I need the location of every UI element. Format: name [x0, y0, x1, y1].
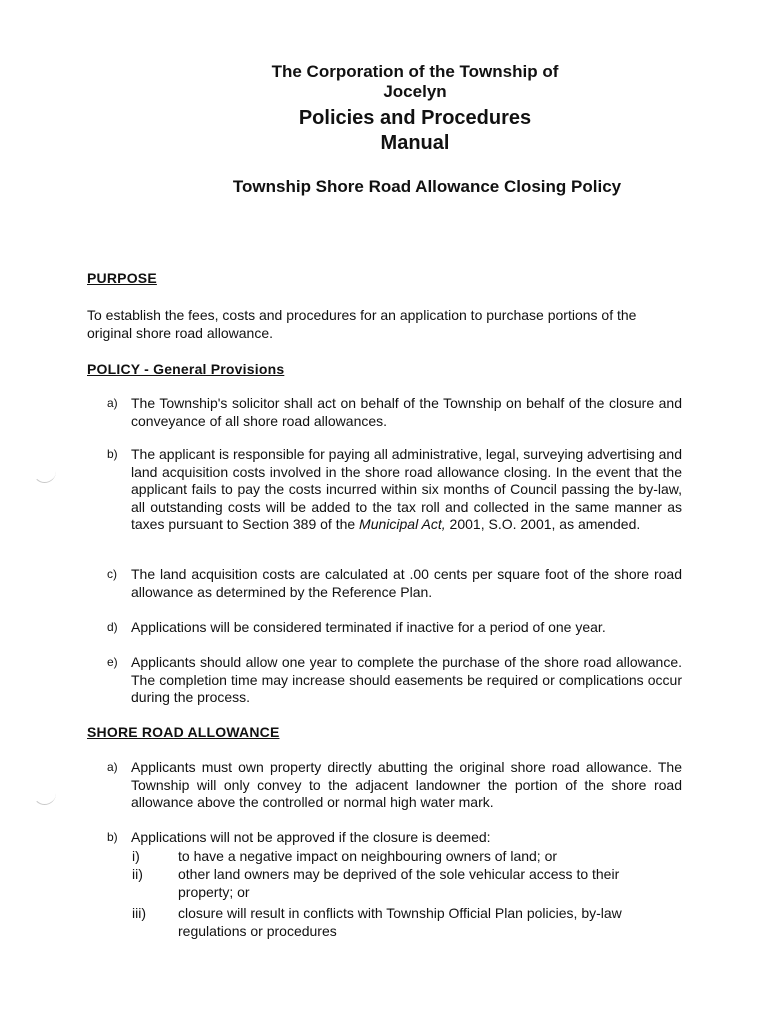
sub-text: closure will result in conflicts with Township Official Plan policies, by-law regulations or procedures: [178, 905, 622, 939]
list-item-text-tail: 2001, S.O. 2001, as amended.: [445, 516, 641, 532]
act-name: Municipal Act,: [359, 516, 446, 532]
manual-title-line2: Manual: [380, 132, 450, 154]
purpose-text: To establish the fees, costs and procedures for an application to purchase portions of the original shore road allowance.: [87, 307, 637, 341]
corporation-title-line1: The Corporation of the Township of: [271, 62, 559, 81]
manual-title: [30, 106, 770, 156]
list-marker: e): [107, 655, 118, 669]
policy-item-e: [107, 654, 682, 707]
sub-marker: iii): [132, 905, 146, 921]
policy-item-b: [107, 446, 682, 534]
list-item-text: The land acquisition costs are calculated at .00 cents per square foot of the shore road allowance as determined by the Reference Plan.: [131, 566, 682, 600]
punch-mark: [33, 792, 56, 805]
list-marker: a): [107, 396, 118, 410]
policy-item-d: [107, 619, 682, 637]
sub-text: other land owners may be deprived of the sole vehicular access to their property; or: [178, 866, 620, 900]
list-item-text: Applicants must own property directly abutting the original shore road allowance. The Township will only convey to the adjacent landowner the portion of the shore road allowance above the controlled or normal high water mark.: [131, 759, 682, 810]
list-marker: c): [107, 567, 117, 581]
list-marker: d): [107, 620, 118, 634]
policy-title: Township Shore Road Allowance Closing Policy: [232, 177, 622, 196]
sub-text: to have a negative impact on neighbouring owners of land; or: [178, 848, 558, 864]
list-marker: b): [107, 830, 118, 844]
list-item-text: Applications will not be approved if the closure is deemed:: [131, 829, 491, 845]
shore-item-b: [107, 829, 682, 847]
shore-heading: SHORE ROAD ALLOWANCE: [87, 724, 280, 740]
policy-item-a: [107, 395, 682, 430]
shore-item-a: [107, 759, 682, 812]
shore-subitem-ii: [132, 866, 652, 901]
shore-subitem-i: [132, 848, 652, 866]
policy-item-c: [107, 566, 682, 601]
sub-marker: i): [132, 848, 140, 864]
corporation-title-line2: Jocelyn: [383, 82, 447, 101]
list-item-text: [131, 446, 682, 534]
list-marker: b): [107, 447, 118, 461]
list-item-text: Applications will be considered terminated if inactive for a period of one year.: [131, 619, 606, 635]
punch-mark: [33, 470, 56, 483]
corporation-title: [30, 62, 770, 102]
list-item-text: Applicants should allow one year to complete the purchase of the shore road allowance. The completion time may increase should easements be required or complications occur during the process.: [131, 654, 682, 705]
sub-marker: ii): [132, 866, 143, 882]
list-marker: a): [107, 760, 118, 774]
shore-subitem-iii: [132, 905, 652, 940]
manual-title-line1: Policies and Procedures: [298, 107, 532, 129]
list-item-text-main: The applicant is responsible for paying all administrative, legal, surveying advertising and land acquisition costs involved in the shore road allowance closing. In the event that the applicant fails to pay the costs incurred within six months of Council passing the by-law, all outstanding costs will be added to the tax roll and collected in the same manner as taxes pursuant to Section 389 of the: [131, 446, 682, 532]
policy-heading: POLICY - General Provisions: [87, 361, 285, 377]
purpose-heading: PURPOSE: [87, 270, 157, 286]
list-item-text: The Township's solicitor shall act on behalf of the Township on behalf of the closure and conveyance of all shore road allowances.: [131, 395, 682, 429]
